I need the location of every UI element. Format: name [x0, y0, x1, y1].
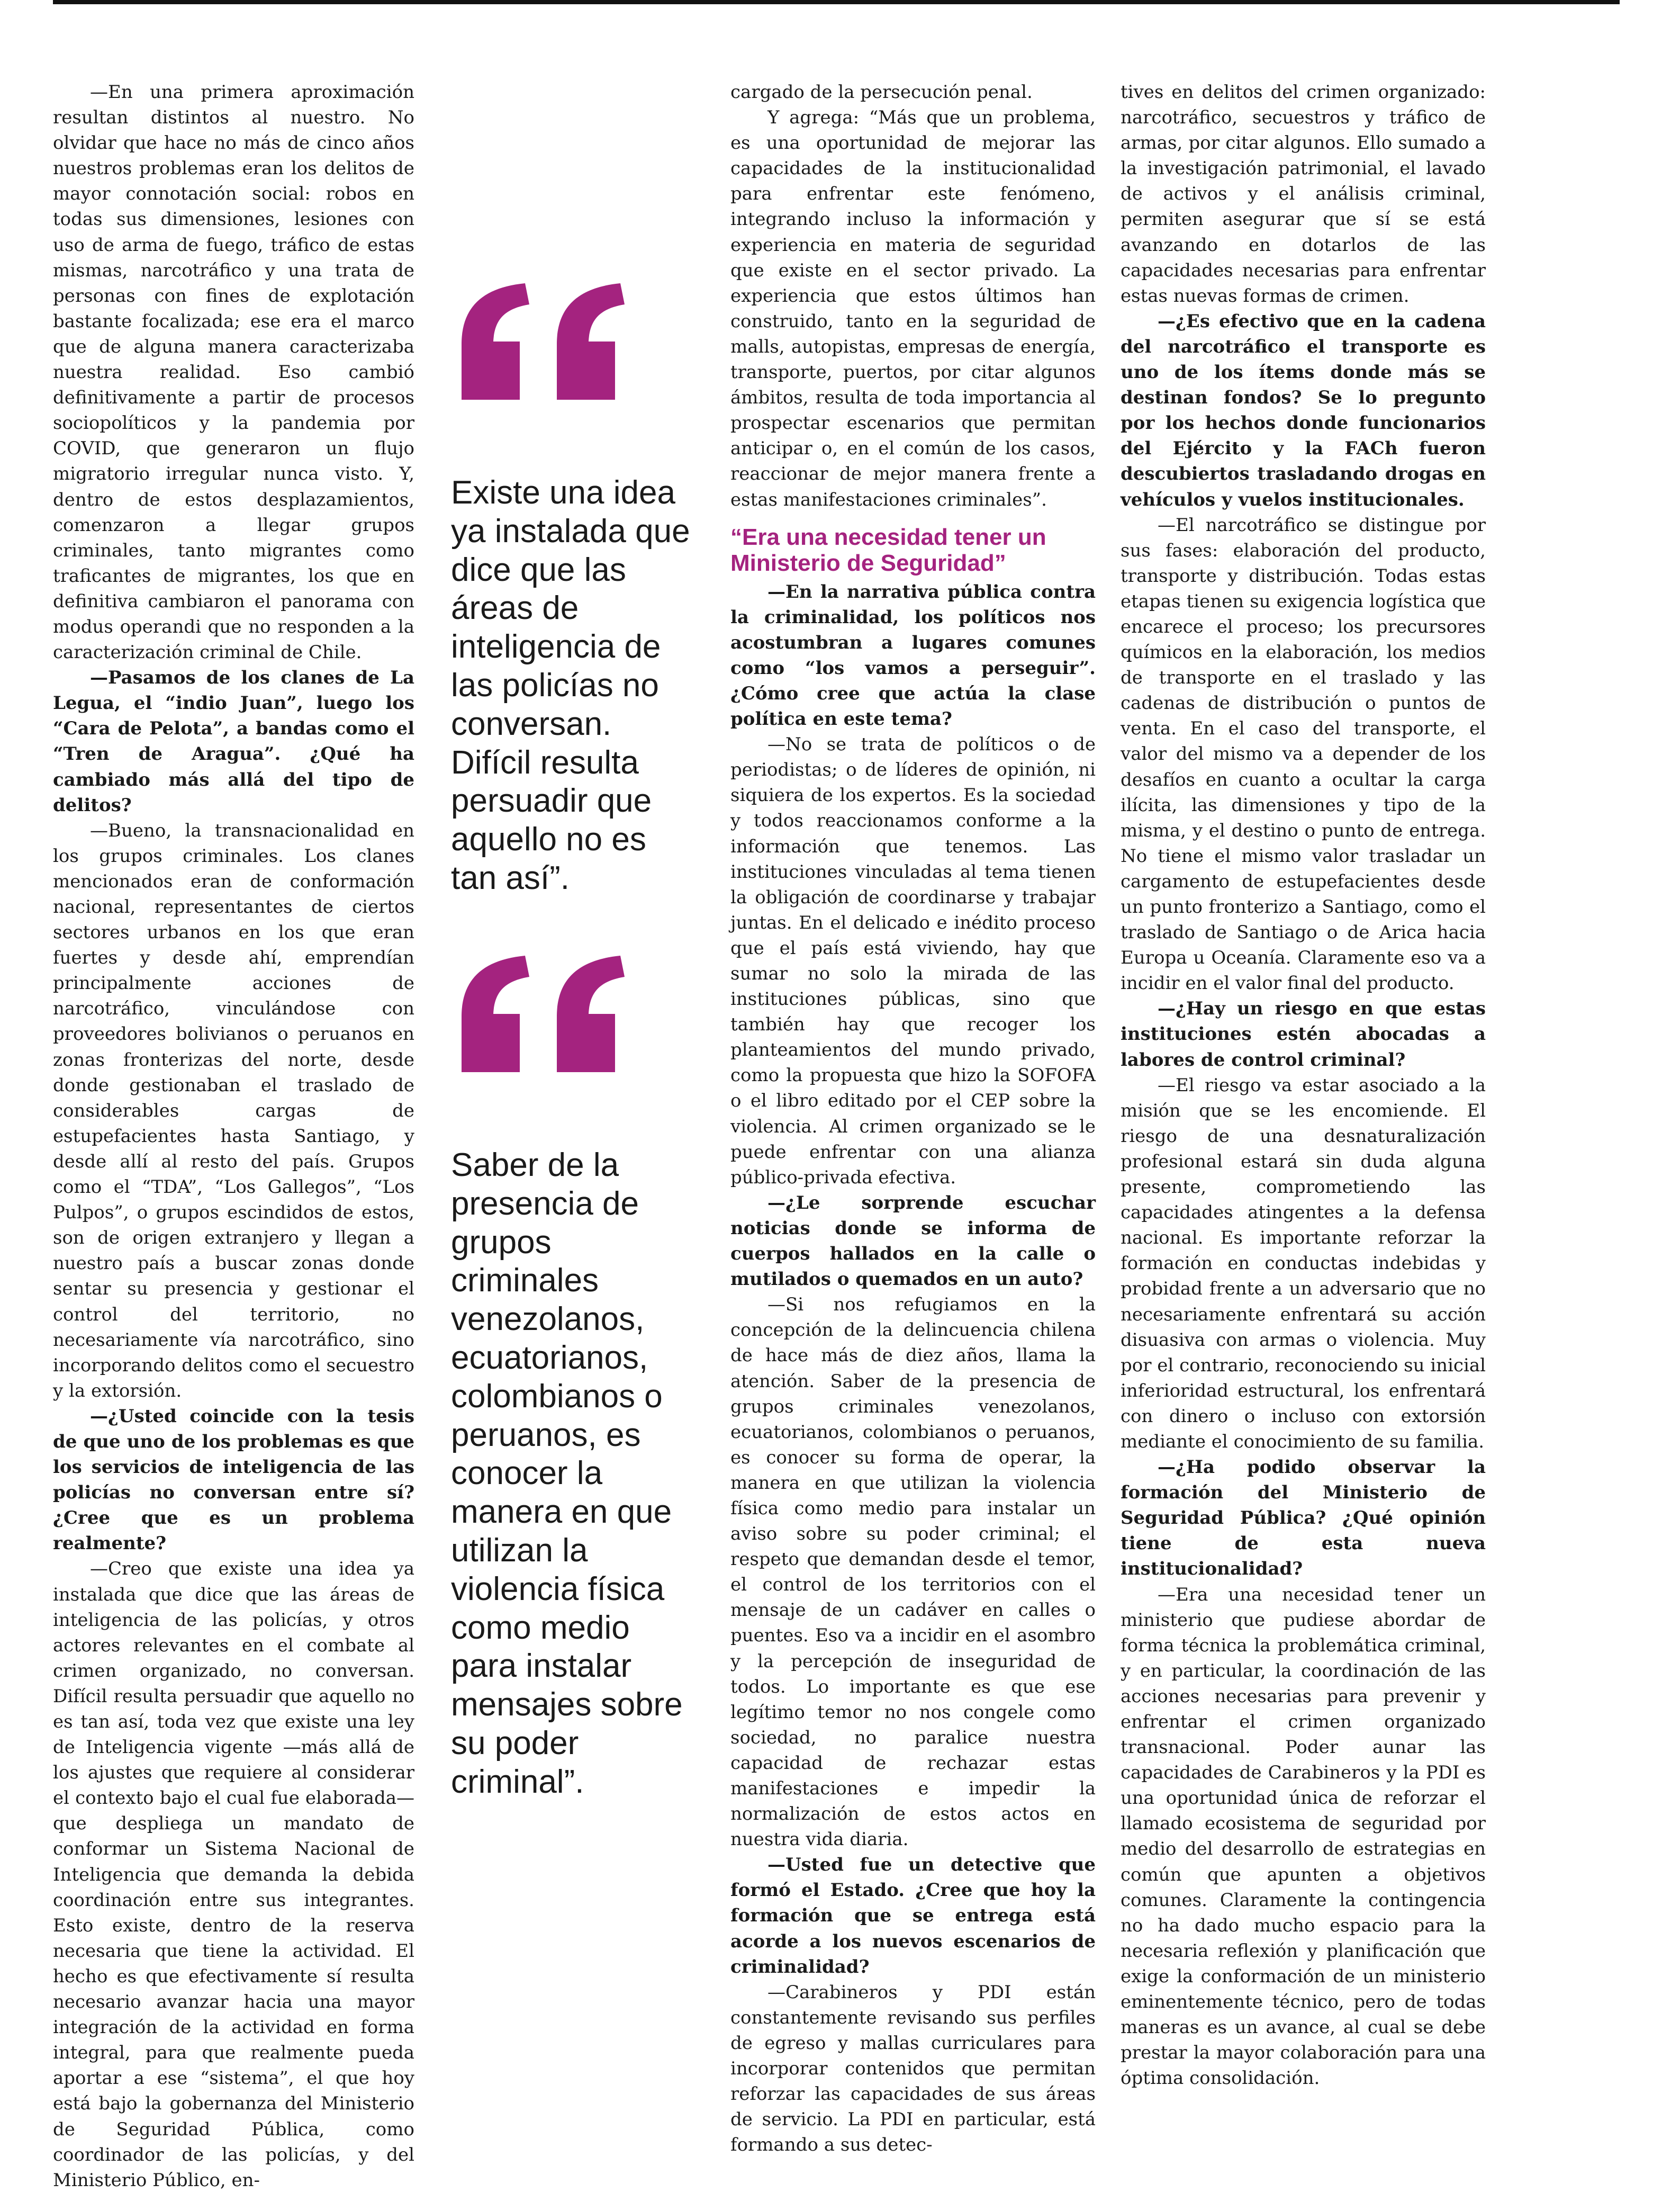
- interview-question: —¿Ha podido observar la formación del Ministerio de Seguridad Pública? ¿Qué opinión tiene de esta nueva institucionalidad?: [1121, 1457, 1486, 1580]
- continued-paragraph: cargado de la persecución penal.: [730, 82, 1033, 103]
- continued-paragraph: tives en delitos del crimen organizado: narcotráfico, secuestros y tráfico de armas, por citar algunos. Ello sumado a la investigación patrimonial, el lavado de activos y el análisis criminal, permiten asegurar que sí se está avanzando en dotarlos de las capacidades necesarias para enfrentar estas nuevas formas de crimen.: [1121, 82, 1486, 307]
- column-4: [1121, 79, 1486, 2091]
- pull-quote-text: Existe una idea ya instalada que dice que las áreas de inteligencia de las policías no conversan. Difícil resulta persuadir que aquello no es tan así”.: [451, 474, 690, 896]
- answer-paragraph: Y agrega: “Más que un problema, es una oportunidad de mejorar las capacidades de la institucionalidad para enfrentar este fenómeno, integrando incluso la información y experiencia en materia de seguridad que existe en el sector privado. La experiencia que estos últimos han construido, tanto en la seguridad de malls, autopistas, empresas de energía, transporte, puertos, por citar algunos ámbitos, resulta de toda importancia al prospectar escenarios que permitan anticipar o, en el común de los casos, reaccionar de mejor manera frente a estas manifestaciones criminales”.: [730, 107, 1096, 510]
- interview-question: —Usted fue un detective que formó el Estado. ¿Cree que hoy la formación que se entrega está acorde a los nuevos escenarios de criminalidad?: [730, 1854, 1096, 1978]
- answer-paragraph: —Si nos refugiamos en la concepción de la delincuencia chilena de hace más de diez años, llama la atención. Saber de la presencia de grupos criminales venezolanos, ecuatorianos, colombianos o peruanos, es conocer su forma de operar, la manera en que utilizan la violencia física como medio para instalar un aviso sobre su poder criminal; el respeto que demandan desde el temor, el control de los territorios con el mensaje de un cadáver en calles o puentes. Eso va a incidir en el asombro y la percepción de inseguridad de todos. Lo importante es que ese legítimo temor no nos congele como sociedad, no paralice nuestra capacidad de rechazar estas manifestaciones e impedir la normalización de estos actos en nuestra vida diaria.: [730, 1294, 1096, 1850]
- pull-quote-text: Saber de la presencia de grupos criminales venezolanos, ecuatorianos, colombianos o peruanos, es conocer la manera en que utilizan la violencia física como medio para instalar mensajes sobre su poder criminal”.: [451, 1147, 683, 1800]
- answer-paragraph: —Era una necesidad tener un ministerio que pudiese abordar de forma técnica la problemática criminal, y en particular, la coordinación de las acciones necesarias para prevenir y enfrentar el crimen organizado transnacional. Poder aunar las capacidades de Carabineros y la PDI es una oportunidad única de reforzar el llamado ecosistema de seguridad por medio del desarrollo de estrategias en común que apunten a objetivos comunes. Claramente la contingencia no ha dado mucho espacio para la necesaria reflexión y planificación que exige la conformación de un ministerio eminentemente técnico, pero de todas maneras es un avance, al cual se debe prestar la mayor colaboración para una óptima consolidación.: [1121, 1584, 1486, 2089]
- interview-question: —¿Le sorprende escuchar noticias donde se informa de cuerpos hallados en la calle o mutilados o quemados en un auto?: [730, 1192, 1096, 1290]
- column-1: [53, 79, 414, 2193]
- interview-question: —En la narrativa pública contra la criminalidad, los políticos nos acostumbran a lugares comunes como “los vamos a perseguir”. ¿Cómo cree que actúa la clase política en este tema?: [730, 581, 1096, 730]
- section-heading: “Era una necesidad tener un Ministerio de Seguridad”: [730, 524, 1046, 576]
- answer-paragraph: —El narcotráfico se distingue por sus fases: elaboración del producto, transporte y distribución. Todas estas etapas tienen su exigencia logística que encarece el proceso; los precursores químicos en la elaboración, los medios de transporte en el traslado y las cadenas de distribución o puntos de venta. En el caso del transporte, el valor del mismo va a depender de los desafíos en cuanto a ocultar la carga ilícita, las dimensiones y tipo de la misma, y el destino o punto de entrega. No tiene el mismo valor trasladar un cargamento de estupefacientes desde un punto fronterizo a Santiago, como el traslado de Santiago o de Arica hacia Europa u Oceanía. Claramente eso va a incidir en el valor final del producto.: [1121, 514, 1486, 994]
- top-rule: [53, 0, 1620, 4]
- answer-paragraph: —Carabineros y PDI están constantemente revisando sus perfiles de egreso y mallas curriculares para incorporar contenidos que permitan reforzar las capacidades de sus áreas de servicio. La PDI en particular, está formando a sus detec-: [730, 1981, 1096, 2156]
- answer-paragraph: —Bueno, la transnacionalidad en los grupos criminales. Los clanes mencionados eran de conformación nacional, representantes de ciertos sectores urbanos en los que eran fuertes y desde ahí, emprendían principalmente acciones de narcotráfico, vinculándose con proveedores bolivianos o peruanos en zonas fronterizas del norte, desde donde gestionaban el traslado de considerables cargas de estupefacientes hasta Santiago, y desde allí al resto del país. Grupos como el “TDA”, “Los Gallegos”, “Los Pulpos”, o grupos escindidos de estos, son de origen extranjero y llegan a nuestro país a buscar zonas donde sentar su presencia y gestionar el control del territorio, no necesariamente vía narcotráfico, sino incorporando delitos como el secuestro y la extorsión.: [53, 820, 414, 1401]
- answer-paragraph: —Creo que existe una idea ya instalada que dice que las áreas de inteligencia de las policías, y otros actores relevantes en el combate al crimen organizado, no conversan. Difícil resulta persuadir que aquello no es tan así, toda vez que existe una ley de Inteligencia vigente —más allá de los ajustes que requiere al considerar el contexto bajo el cual fue elaborada— que despliega un mandato de conformar un Sistema Nacional de Inteligencia que demanda la debida coordinación entre sus integrantes. Esto existe, dentro de la reserva necesaria que tiene la actividad. El hecho es que efectivamente sí resulta necesario avanzar hacia una mayor integración de la actividad en forma integral, para que realmente pueda aportar a ese “sistema”, el que hoy está bajo la gobernanza del Ministerio de Seguridad Pública, como coordinador de las policías, y del Ministerio Público, en-: [53, 1558, 414, 2191]
- interview-question: —¿Es efectivo que en la cadena del narcotráfico el transporte es uno de los ítems donde más se destinan fondos? Se lo pregunto por los hechos donde funcionarios del Ejército y la FACh fueron descubiertos trasladando drogas en vehículos y vuelos institucionales.: [1121, 310, 1486, 510]
- column-3: [730, 79, 1096, 2158]
- answer-paragraph: —En una primera aproximación resultan distintos al nuestro. No olvidar que hace no más de cinco años nuestros problemas eran los delitos de mayor connotación social: robos en todas sus dimensiones, lesiones con uso de arma de fuego, tráfico de estas mismas, narcotráfico y una trata de personas con fines de explotación bastante focalizada; ese era el marco que de alguna manera caracterizaba nuestra realidad. Eso cambió definitivamente a partir de procesos sociopolíticos y la pandemia por COVID, que generaron un flujo migratorio irregular nunca visto. Y, dentro de estos desplazamientos, comenzaron a llegar grupos criminales, tanto migrantes como traficantes de migrantes, los que en definitiva cambiaron el panorama con modus operandi que no responden a la caracterización criminal de Chile.: [53, 82, 414, 663]
- answer-paragraph: —El riesgo va estar asociado a la misión que se les encomiende. El riesgo de una desnaturalización profesional estará sin duda alguna presente, comprometiendo las capacidades atingentes a la defensa nacional. Es importante reforzar la formación en conductas indebidas y probidad frente a un adversario que no necesariamente enfrentará su acción disuasiva con armas o violencia. Muy por el contrario, reconociendo su inicial inferioridad estructural, los enfrentará con dinero o incluso con extorsión mediante el conocimiento de su familia.: [1121, 1074, 1486, 1452]
- interview-question: —¿Usted coincide con la tesis de que uno de los problemas es que los servicios de inteligencia de las policías no conversan entre sí? ¿Cree que es un problema realmente?: [53, 1405, 414, 1554]
- quote-mark-icon: [451, 283, 631, 400]
- pull-quote-2: [451, 1146, 700, 1802]
- quote-mark-icon: [451, 956, 631, 1072]
- pull-quote-1: [451, 474, 700, 898]
- interview-question: —Pasamos de los clanes de La Legua, el “indio Juan”, luego los “Cara de Pelota”, a bandas como el “Tren de Aragua”. ¿Qué ha cambiado más allá del tipo de delitos?: [53, 667, 414, 816]
- answer-paragraph: —No se trata de políticos o de periodistas; o de líderes de opinión, ni siquiera de los expertos. Es la sociedad y todos reaccionamos conforme a la información que tenemos. Las instituciones vinculadas al tema tienen la obligación de coordinarse y trabajar juntas. En el delicado e inédito proceso que el país está viviendo, hay que sumar no solo la mirada de las instituciones públicas, sino que también hay que recoger los planteamientos del mundo privado, como la propuesta que hizo la SOFOFA o el libro editado por el CEP sobre la violencia. Al crimen organizado se le puede enfrentar con una alianza público-privada efectiva.: [730, 734, 1096, 1188]
- interview-question: —¿Hay un riesgo en que estas instituciones estén abocadas a labores de control criminal?: [1121, 998, 1486, 1071]
